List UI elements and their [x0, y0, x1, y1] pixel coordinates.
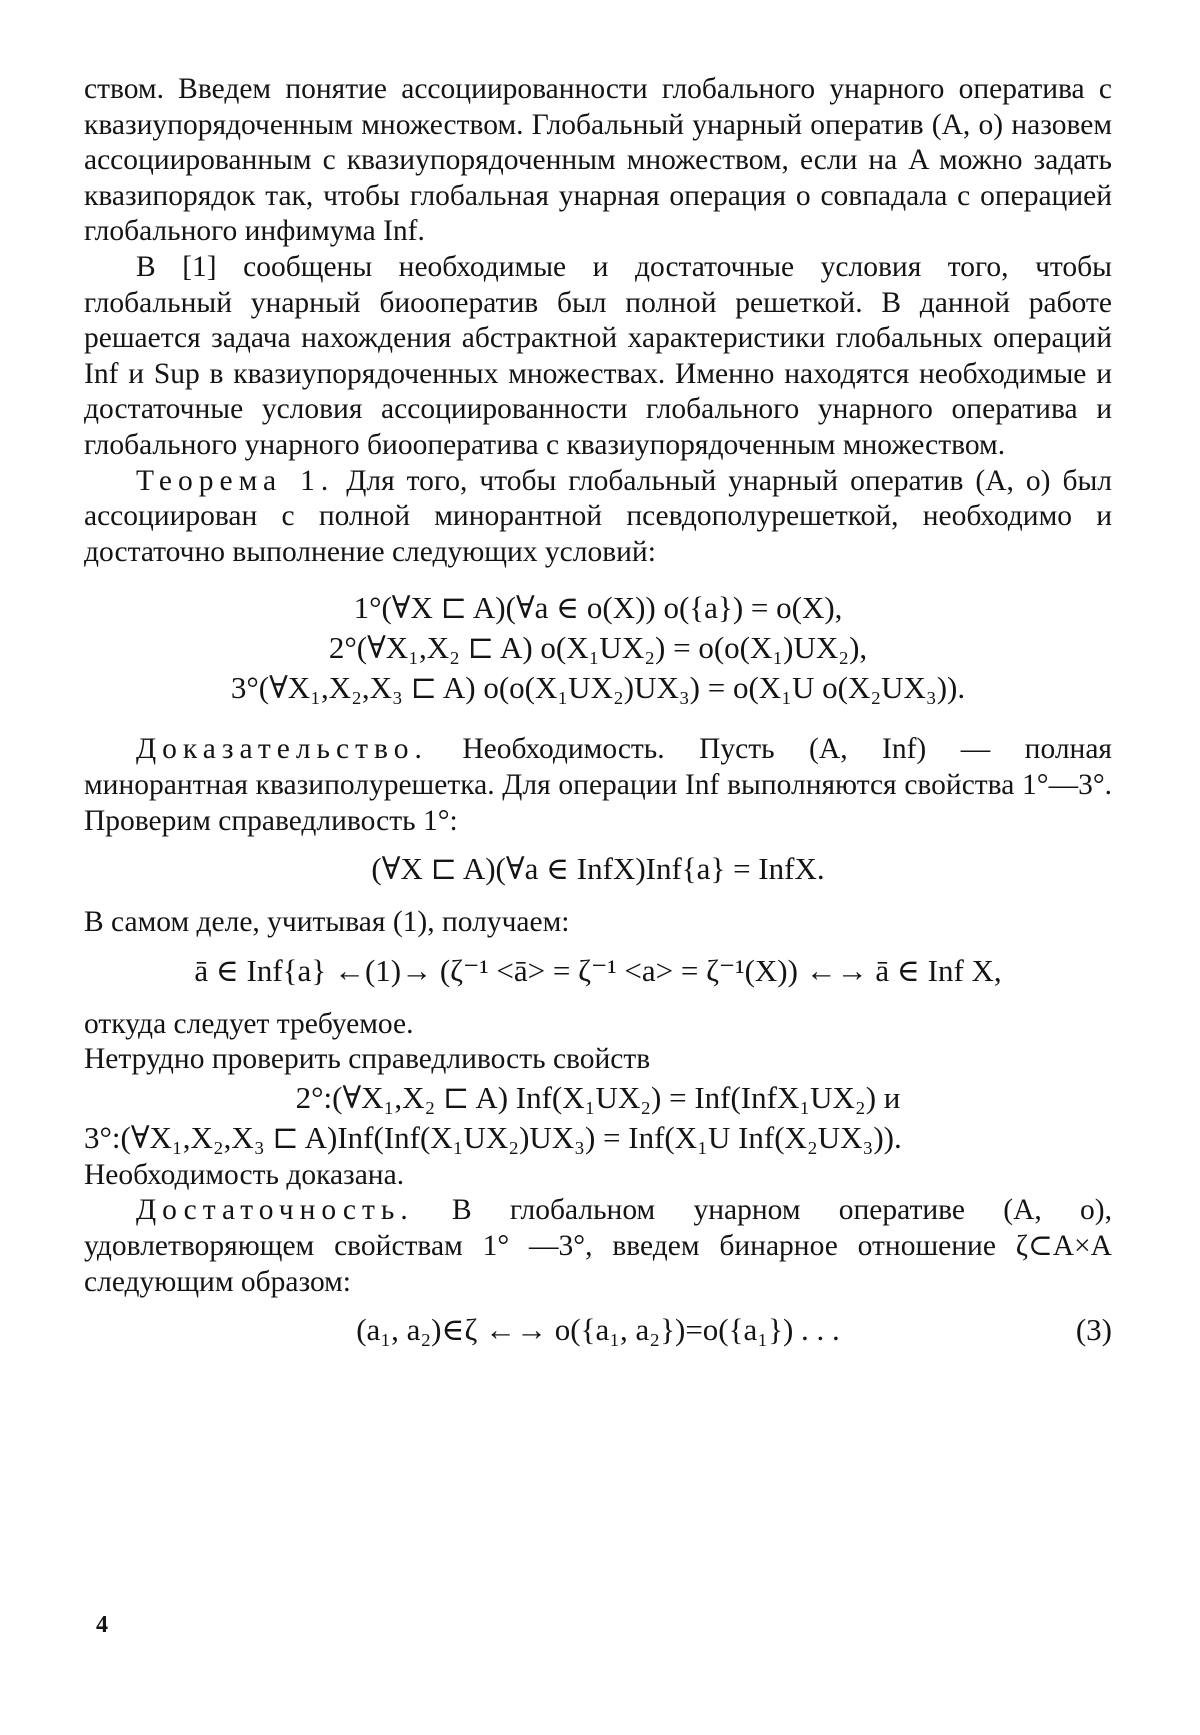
formula-3: 3°:(∀X₁,X₂,X₃ ⊏ A)Inf(Inf(X₁UX₂)UX₃) = Inf(X₁U Inf(X₂UX₃)). [84, 1119, 902, 1155]
sufficiency-paragraph [84, 1193, 1112, 1300]
page-body [84, 72, 1112, 1350]
text-nec-proved: Необходимость доказана. [84, 1158, 405, 1191]
equation-3 [84, 1310, 1112, 1350]
text-easy: Нетрудно проверить справедливость свойств [84, 1043, 651, 1076]
proof-text: Необходимость. Пусть (A, Inf) — полная минорантная квазиполурешетка. Для операции Inf выполняются свойства 1°—3°. Проверим справедливость 1°: [84, 733, 1113, 837]
conditions-block [84, 588, 1112, 708]
proof-paragraph [84, 732, 1112, 839]
equation-3-formula: (a₁, a₂)∈ζ ←→ o({a₁, a₂})=o({a₁}) . . . [356, 1312, 840, 1348]
proof-label: Доказательство. [136, 733, 428, 766]
theorem-text: Для того, чтобы глобальный унарный оператив (A, o) был ассоциирован с полной минорантной псевдополурешеткой, необходимо и достаточно выполнение следующих условий: [84, 464, 1112, 568]
condition-2: 2°(∀X₁,X₂ ⊏ A) o(X₁UX₂) = o(o(X₁)UX₂), [328, 630, 868, 666]
formula-2: 2°:(∀X₁,X₂ ⊏ A) Inf(X₁UX₂) = Inf(InfX₁UX₂) и [295, 1079, 901, 1115]
condition-3: 3°(∀X₁,X₂,X₃ ⊏ A) o(o(X₁UX₂)UX₃) = o(X₁U o(X₂UX₃)). [230, 670, 966, 706]
paragraph-2: В [1] сообщены необходимые и достаточные условия того, чтобы глобальный унарный биооператив был полной решеткой. В данной работе решается задача нахождения абстрактной характеристики глобальных операций Inf и Sup в квазиупорядоченных множествах. Именно находятся необходимые и достаточные условия ассоциированности глобального унарного оператива и глобального унарного биооператива с квазиупорядоченным множеством. [84, 250, 1112, 461]
theorem-label: Теорема 1. [136, 464, 335, 497]
page-number: 4 [96, 1612, 108, 1638]
sufficiency-text: В глобальном унарном оперативе (A, o), удовлетворяющем свойствам 1° —3°, введем бинарное отношение ζ⊂A×A следующим образом: [84, 1194, 1112, 1298]
paragraph-intro: ством. Введем понятие ассоциированности глобального унарного оператива с квазиупорядоченным множеством. Глобальный унарный оператив (A, o) назовем ассоциированным с квазиупорядоченным множеством, если на A можно задать квазипорядок так, чтобы глобальная унарная операция o совпадала с операцией глобального инфимума Inf. [84, 73, 1112, 248]
sufficiency-label: Достаточность. [136, 1194, 414, 1227]
formula-inf: (∀X ⊏ A)(∀a ∈ InfX)Inf{a} = InfX. [371, 851, 825, 887]
theorem-paragraph [84, 464, 1112, 571]
condition-1: 1°(∀X ⊏ A)(∀a ∈ o(X)) o({a}) = o(X), [353, 590, 843, 626]
equation-3-number: (3) [1075, 1312, 1112, 1348]
text-indeed: В самом деле, учитывая (1), получаем: [84, 906, 570, 939]
formula-chain: ā ∈ Inf{a} ←(1)→ (ζ⁻¹ <ā> = ζ⁻¹ <a> = ζ⁻¹(X)) ←→ ā ∈ Inf X, [194, 952, 1002, 988]
text-whence: откуда следует требуемое. [84, 1007, 414, 1040]
